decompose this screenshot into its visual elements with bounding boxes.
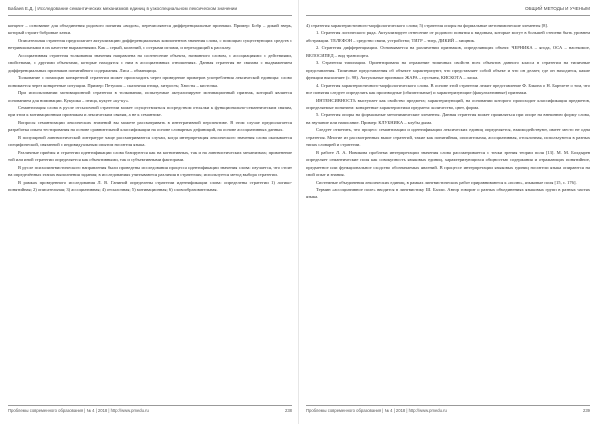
paragraph: 3. Стратегия типизации. Ориентирована на отражение типичных свойств всех объектов данного класса в стратегии на типичные представления. Типичные представления об объекте характеризуют, что представляет собой объект и что он делает, где он находится, какие функции выполняет (с. 98). Актуальные признаки: ЖАРА – пустыня, КИСКОТА – ласка. <box>306 60 590 81</box>
left-footer-journal: Проблемы современного образования | № 4 | 2018 | http://www.pmedu.ru <box>8 408 149 413</box>
paragraph: В работе Л. А. Новикова проблема интерпретации значения слова рассматривается с точки зрения теории поля [13]. М. М. Болдырев определяет семантические поля как совокупность языковых единиц, характеризующихся общностью содержания и отражающих понятийное, предметное или функциональное сходство обозначаемых явлений. В процессе интерпретации языковых единиц носители языка опираются на свой опыт и знания. <box>306 149 590 178</box>
left-page <box>8 0 292 424</box>
paragraph: 5. Стратегия опоры на формальные метонимические элементы. Данная стратегия может проявляться при опоре на внешнюю форму слова, на звучание или написание. Пример: КЛУБНИКА – клубы дыма. <box>306 112 590 125</box>
right-header-section: ОБЩИЙ МЕТОДЫ И УЧЕНЫМ <box>524 6 590 11</box>
left-page-number: 238 <box>285 408 292 413</box>
right-page <box>306 0 590 424</box>
right-page-body <box>306 22 590 400</box>
paragraph: Семантизация слова в русле отсылочной стратегии может осуществляться посредством отсылки к функционально-семантическим связям, при этом к мотивационным признакам и лексическим связям, а не к семантике. <box>8 104 292 118</box>
paragraph: При использовании мотивационной стратегии в толковании, испытуемые актуализируют мотивационный признак, который является основанием для номинации. Кукушка – птица, кукует «ку-ку». <box>8 90 292 103</box>
paragraph: В популярной лингвистической литературе чаще рассматриваются случаи, когда интерпретация лексического значения слова оказывается специфической, связанной с индивидуальным опытом носителя языка. <box>8 134 292 148</box>
paragraph: Следует отметить, что процесс семантизации и идентификации лексических единиц определяется, взаимодействуют, имеет место не одна стратегия. Многие из рассмотренных выше стратегий, такие как понятийная, описательная, ассоциативная, отсылочная, используются в разных типах словарей и стратегии. <box>306 127 590 148</box>
right-footer-journal: Проблемы современного образования | № 4 | 2018 | http://www.pmedu.ru <box>306 408 447 413</box>
paragraph: В русле психолингвистического направления были проведены исследования процесса идентификации значения слова: изучается, что стоит на определённых этапах выполнения задания; в исследованиях учитываются различия в стратегиях; используется метод выбора стратегии. <box>8 164 292 178</box>
page-gutter <box>298 0 299 424</box>
right-page-footer <box>306 405 590 416</box>
paragraph: концепт – основание для объединения родового понятия «видов», перечисляются дифференциальные признаки. Пример: Бобр – дикий зверь, который строит бобровые хатки. <box>8 23 292 36</box>
right-page-header <box>306 5 590 16</box>
paragraph: Термин «ассоциативное поле» вводится в лингвистику Ш. Балли. Автор говорит о разных объединениях языковых групп в разных частях языка. <box>306 186 590 200</box>
paragraph: 2. Стратегия дифференциации. Основывается на различении признаков, определяющих объект. ЧЕРНИКА – ягода, ОСА – насекомое, ВЕЛОСИПЕД – вид транспорта. <box>306 45 590 58</box>
left-page-body <box>8 22 292 400</box>
right-page-number: 239 <box>583 408 590 413</box>
left-header-title: Бабаев Е.Д. | Исследование семантических механизмов единиц в узкоспециальном лексическом значении <box>8 6 238 11</box>
paragraph: 1. Стратегия логического ряда. Актуализирует отнесение от родового понятия к видовым, которые могут в большей степени быть уровнем абстракции. ТЕЛЕФОН – средство связи, устройство; ТИГР – тигр, ДИКИЙ – хищник. <box>306 30 590 43</box>
paragraph: 4. Стратегия характеристичного-морфологического слова. В основе этой стратегии лежит представление Ф. Бэкона о Н. Бартлете о том, что все понятия следует определять как производные (обязательные) и характеризующие (факультативные) признаки. <box>306 82 590 96</box>
paragraph: Системные объединения лексических единиц, в рамках лингвистических работ приравниваются к «полю», языковые поля [15, с. 176]. <box>316 179 577 185</box>
paragraph: В рамках проведенного исследования Л. В. Ганиной определены стратегии идентификации слова: определены стратегии 1) логико-понятийная; 2) описательная; 3) ассоциативная; 4) отсылочная; 5) мотивационная; 6) словообразовательная. <box>8 179 292 192</box>
paragraph: Различные приёмы и стратегии идентификации слова базируются как на когнитивных, так и на лингвистических механизмах; применение той или иной стратегии определяется как объективными, так и субъективными факторами. <box>8 149 292 163</box>
paragraph: ИНТЕНСИВНОСТЬ выступает как свойство предмета; характеризующий, на основании которого происходит классификация предметов, определяемые понятием: конкретные характеристики предмета: количество, цвет, форма. <box>306 97 590 110</box>
paragraph: 4) стратегия характеристичного-морфологического слова; 5) стратегия опоры на формальные метонимические элементы [8]. <box>306 23 549 28</box>
paragraph: Вопросы семантизации лексических значений вы можете рассматривать в интегративной перспективе. В этом случае предполагается разработка опыта тестирования на основе сравнительной классификации на основе словарных дефиниций, на основе ассоциативных данных. <box>8 119 292 133</box>
paragraph: Толкование с помощью конкретной стратегии может происходить через приведение примеров употребления лексической единицы: слово понимается через конкретные ситуации. Пример: Петушок – сказочная птица, хитрость; Хвосты – кисточка. <box>8 75 292 88</box>
left-page-header <box>8 5 292 16</box>
paragraph: Ассоциативная стратегия толкования значения направлена на соотнесение объекта, названного словом, с ассоциациями: с действиями, свойствами, с другими объектами, которые находятся с ним в ассоциативных отношениях. Данная стратегия не связана с выдвижением дифференциальных признаков понятийного содержания. Лиса – обманщица. <box>8 52 292 73</box>
left-page-footer <box>8 405 292 416</box>
paragraph: Описательная стратегия предполагает актуализацию дифференциальных компонентов значения слова, с помощью существующих средств с нетривиальными в их качестве выражениями. Как – серый, колючий, с острыми иглами, и переходящий к рассказу. <box>8 37 292 51</box>
